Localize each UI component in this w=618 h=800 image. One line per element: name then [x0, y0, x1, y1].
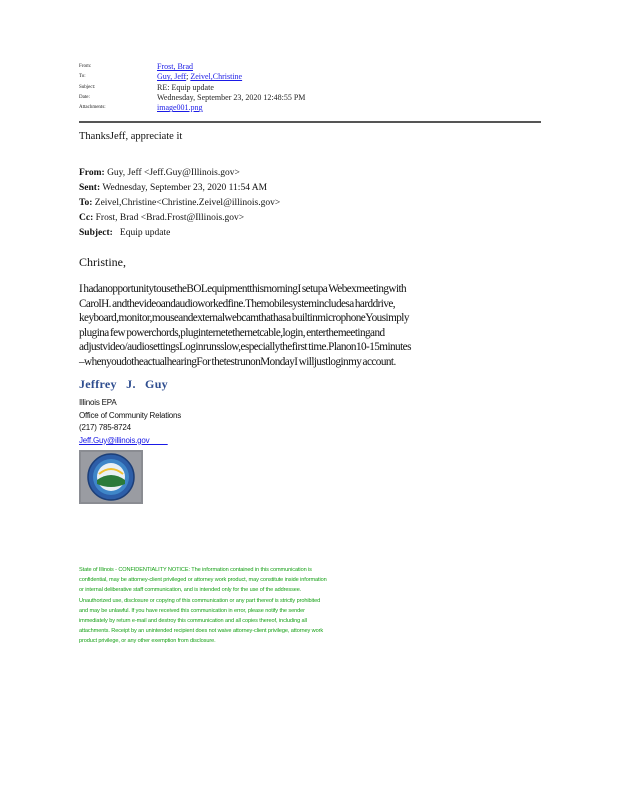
header-to-link-1[interactable]: Guy, Jeff — [157, 72, 187, 82]
forwarded-header — [79, 166, 280, 241]
fwd-sent-label: Sent: — [79, 183, 101, 193]
illinois-epa-seal-icon — [79, 450, 143, 504]
header-subject-label: Subject: — [79, 84, 96, 90]
confidentiality-notice — [79, 565, 354, 647]
header-attachments-label: Attachments: — [79, 105, 106, 111]
fwd-to-row — [79, 196, 280, 211]
notice-line: or internal deliberative staff communication, and is intended only for the use of the addressee. — [79, 587, 302, 594]
header-from-label: From: — [79, 64, 92, 69]
fwd-subject-row — [79, 226, 280, 241]
header-to-label: To: — [79, 74, 86, 80]
email-header — [79, 62, 541, 113]
greeting: Christine, — [79, 255, 126, 269]
message-body — [79, 282, 549, 369]
reply-text: ThanksJeff, appreciate it — [79, 131, 183, 142]
fwd-to-value: Zeivel,Christine<Christine.Zeivel@illinois.gov> — [94, 198, 281, 208]
header-date-value: Wednesday, September 23, 2020 12:48:55 PM — [157, 92, 306, 102]
fwd-from-value: Guy, Jeff <Jeff.Guy@Illinois.gov> — [107, 168, 240, 178]
body-line: –whenyoudotheactualhearingFor thetestrunonMondayI willjustloginmy account. — [79, 355, 396, 368]
header-from-link[interactable]: Frost, Brad — [157, 62, 193, 71]
notice-line: State of Illinois - CONFIDENTIALITY NOTICE: The information contained in this communication is — [79, 567, 312, 573]
header-date-row — [79, 93, 541, 103]
body-line: CarolH. andthevideoandaudioworkedfine.Themobilesystemincludesa harddrive, — [79, 297, 396, 310]
fwd-sent-row — [79, 181, 280, 196]
notice-line: attachments. Receipt by an unintended recipient does not waive attorney-client privilege, attorney work — [79, 628, 324, 635]
signature-office: Office of Community Relations — [79, 410, 182, 420]
fwd-subject-value: Equip update — [119, 228, 171, 238]
fwd-cc-value: Frost, Brad <Brad.Frost@Illinois.gov> — [95, 213, 245, 223]
fwd-sent-value: Wednesday, September 23, 2020 11:54 AM — [102, 183, 268, 193]
notice-line: and may be unlawful. If you have received this communication in error, please notify the sender — [79, 607, 305, 614]
header-date-label: Date: — [79, 94, 90, 100]
signature-org: Illinois EPA — [79, 398, 117, 407]
fwd-from-label: From: — [79, 168, 105, 178]
signature-email-link[interactable]: Jeff.Guy@illinois.gov — [79, 435, 150, 445]
header-subject-value: RE: Equip update — [157, 82, 214, 92]
notice-line: Unauthorized use, disclosure or copying of this communication or any part thereof is strictly prohibited — [79, 597, 321, 604]
signature-phone: (217) 785-8724 — [79, 423, 131, 433]
header-attachments-row — [79, 103, 541, 113]
fwd-cc-row — [79, 211, 280, 226]
header-subject-row — [79, 83, 541, 93]
body-line: adjustvideo/audiosettingsLoginrunsslow,especiallythefirst time.Planon10-15minutes — [79, 341, 411, 353]
fwd-cc-label: Cc: — [79, 213, 94, 223]
notice-line: product privilege, or any other exemption from disclosure. — [79, 638, 216, 645]
signature-block — [79, 397, 181, 447]
header-to-row: To: Guy, Jeff; Zeivel,Christine — [79, 72, 243, 82]
body-line: I hadanopportunitytousetheBOLequipmentthismorningI setupa Webexmeetingwith — [79, 283, 407, 295]
body-line: keyboard,monitor,mouseandexternalwebcamthathasa builtinmicrophoneYousimply — [79, 312, 409, 324]
notice-line: immediately by return e-mail and destroy this communication and all copies thereof, including all — [79, 618, 307, 625]
fwd-to-label: To: — [79, 198, 93, 208]
attachment-link[interactable]: image001.png — [157, 103, 203, 113]
fwd-from-row — [79, 166, 280, 181]
notice-line: confidential, may be attorney-client privileged or attorney work product, may constitute inside information — [79, 577, 327, 584]
signature-name: Jeffrey J. Guy — [79, 377, 168, 391]
header-divider — [79, 121, 541, 123]
header-to-link-2[interactable]: Zeivel,Christine — [190, 72, 243, 82]
body-line: pluginа few powerchords,pluginternetethernetcable,login, enterthemeetingand — [79, 326, 385, 339]
header-from-row — [79, 62, 541, 72]
fwd-subject-label: Subject: — [79, 228, 113, 238]
